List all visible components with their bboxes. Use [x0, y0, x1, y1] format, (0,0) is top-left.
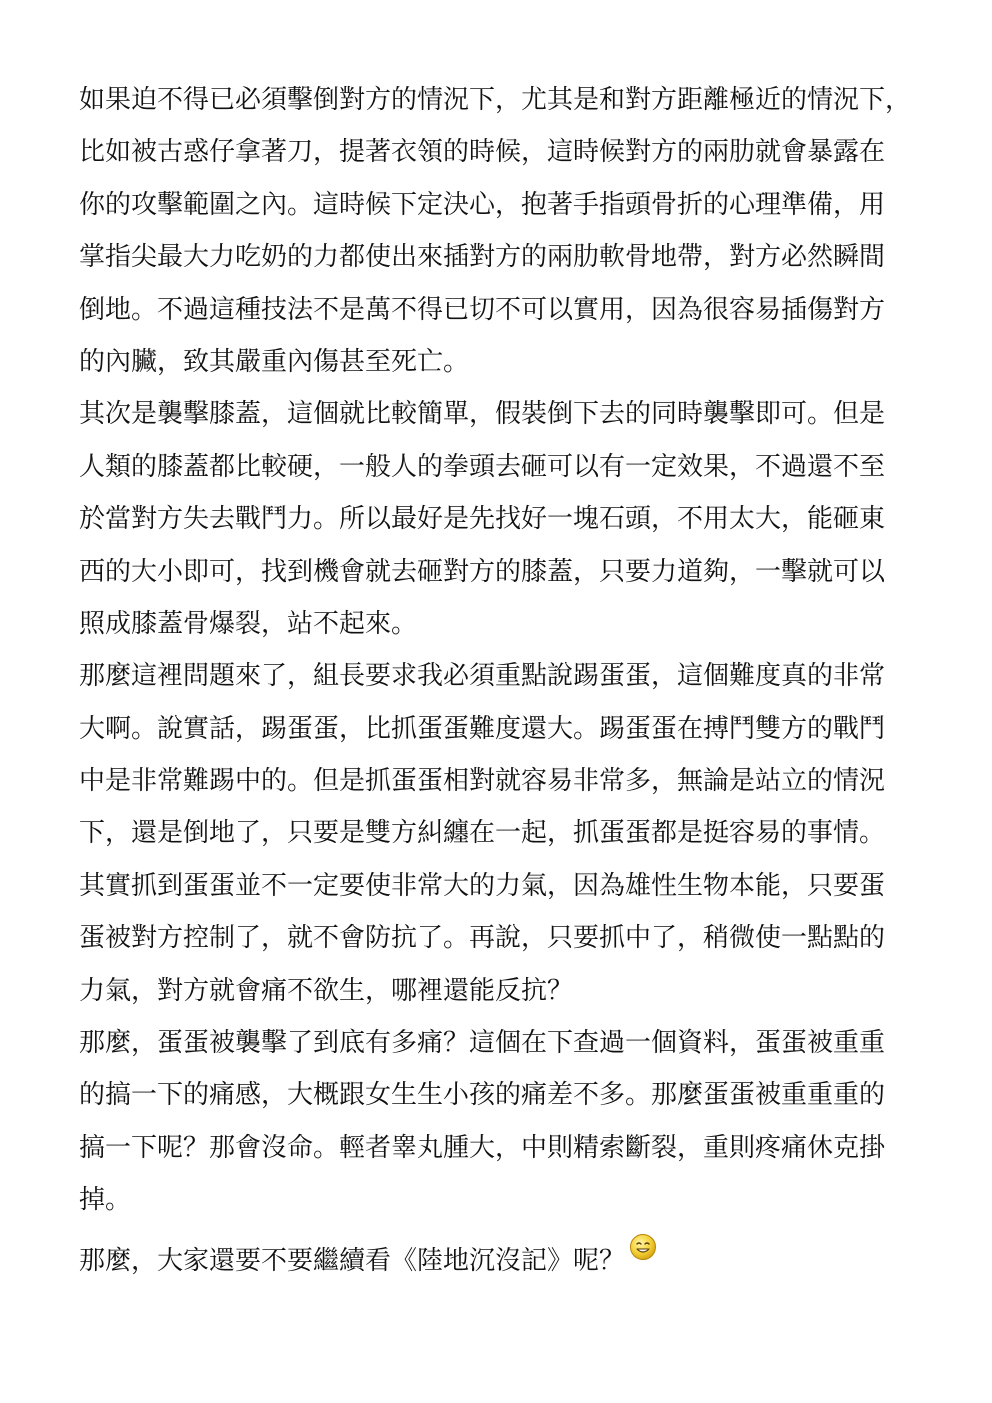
text-line: 於當對方失去戰鬥力。所以最好是先找好一塊石頭，不用太大，能砸東: [79, 504, 886, 535]
text-line: 蛋被對方控制了，就不會防抗了。再說，只要抓中了，稍微使一點點的: [79, 923, 886, 954]
text-line: 力氣，對方就會痛不欲生，哪裡還能反抗？: [79, 975, 574, 1006]
smiley-icon: [629, 1227, 657, 1255]
text-line: 其實抓到蛋蛋並不一定要使非常大的力氣，因為雄性生物本能，只要蛋: [79, 870, 886, 901]
text-line: 那麼這裡問題來了，組長要求我必須重點說踢蛋蛋，這個難度真的非常: [79, 661, 886, 692]
text-line: 比如被古惑仔拿著刀，提著衣領的時候，這時候對方的兩肋就會暴露在: [79, 137, 886, 168]
text-line: 搞一下呢？那會沒命。輕者睾丸腫大，中則精索斷裂，重則疼痛休克掛: [79, 1132, 886, 1163]
text-line: 如果迫不得已必須擊倒對方的情況下，尤其是和對方距離極近的情況下，: [79, 85, 912, 115]
text-line: 其次是襲擊膝蓋，這個就比較簡單，假裝倒下去的同時襲擊即可。但是: [79, 399, 886, 430]
article-body: [79, 74, 919, 1279]
text-line: 照成膝蓋骨爆裂，站不起來。: [79, 608, 418, 639]
text-line: 你的攻擊範圍之內。這時候下定決心，抱著手指頭骨折的心理準備，用: [79, 189, 886, 220]
final-line: [79, 1227, 919, 1279]
text-line: 下，還是倒地了，只要是雙方糾纏在一起，抓蛋蛋都是挺容易的事情。: [79, 818, 886, 849]
text-line: 掉。: [79, 1185, 132, 1216]
text-line: 掌指尖最大力吃奶的力都使出來插對方的兩肋軟骨地帶，對方必然瞬間: [79, 242, 886, 273]
text-line: 西的大小即可，找到機會就去砸對方的膝蓋，只要力道夠，一擊就可以: [79, 556, 886, 587]
text-line: 那麼，大家還要不要繼續看《陸地沉沒記》呢？: [79, 1245, 626, 1276]
text-line: 中是非常難踢中的。但是抓蛋蛋相對就容易非常多，無論是站立的情況: [79, 766, 886, 797]
text-line: 人類的膝蓋都比較硬，一般人的拳頭去砸可以有一定效果，不過還不至: [79, 451, 886, 482]
text-line: 那麼，蛋蛋被襲擊了到底有多痛？這個在下查過一個資料，蛋蛋被重重: [79, 1028, 886, 1059]
text-line: 的內臟，致其嚴重內傷甚至死亡。: [79, 346, 470, 377]
text-line: 倒地。不過這種技法不是萬不得已切不可以實用，因為很容易插傷對方: [79, 294, 886, 325]
text-line: 的搞一下的痛感，大概跟女生生小孩的痛差不多。那麼蛋蛋被重重重的: [79, 1080, 886, 1111]
text-line: 大啊。說實話，踢蛋蛋，比抓蛋蛋難度還大。踢蛋蛋在搏鬥雙方的戰鬥: [79, 713, 886, 744]
